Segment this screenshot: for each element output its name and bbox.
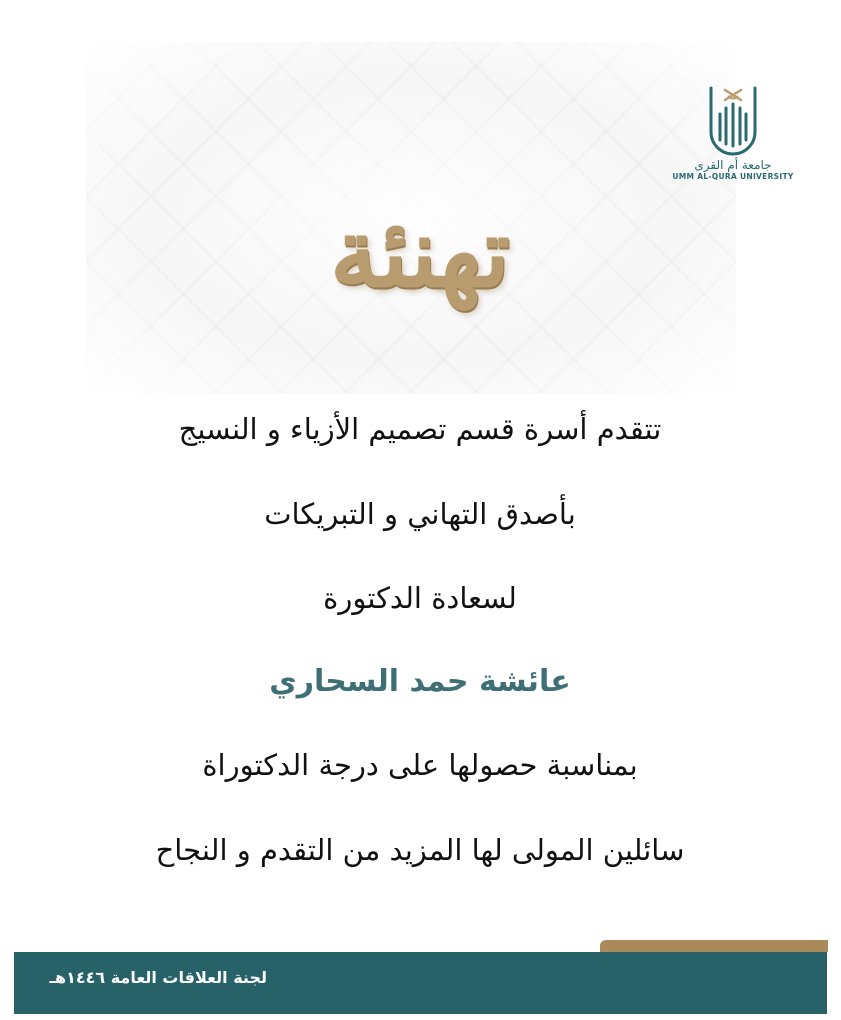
university-name-english: UMM AL-QURA UNIVERSITY (672, 172, 794, 181)
line-occasion: بمناسبة حصولها على درجة الدكتوراة (202, 748, 638, 782)
university-emblem-icon (706, 84, 760, 156)
line-wishes: سائلين المولى لها المزيد من التقدم و النجاح (155, 833, 685, 867)
line-addressee: لسعادة الدكتورة (323, 581, 517, 615)
line-department: تتقدم أسرة قسم تصميم الأزياء و النسيج (178, 412, 662, 446)
line-congratulations: بأصدق التهاني و التبريكات (264, 497, 576, 531)
footer-bar (14, 952, 827, 1014)
university-logo (668, 84, 798, 194)
congratulations-title: تهنئة (329, 196, 511, 309)
honoree-name: عائشة حمد السحاري (269, 664, 571, 699)
gold-accent-bar (600, 940, 828, 952)
university-name-arabic: جامعة أم القرى (694, 158, 772, 172)
footer-committee-text: لجنة العلاقات العامة ١٤٤٦هـ (49, 968, 267, 987)
